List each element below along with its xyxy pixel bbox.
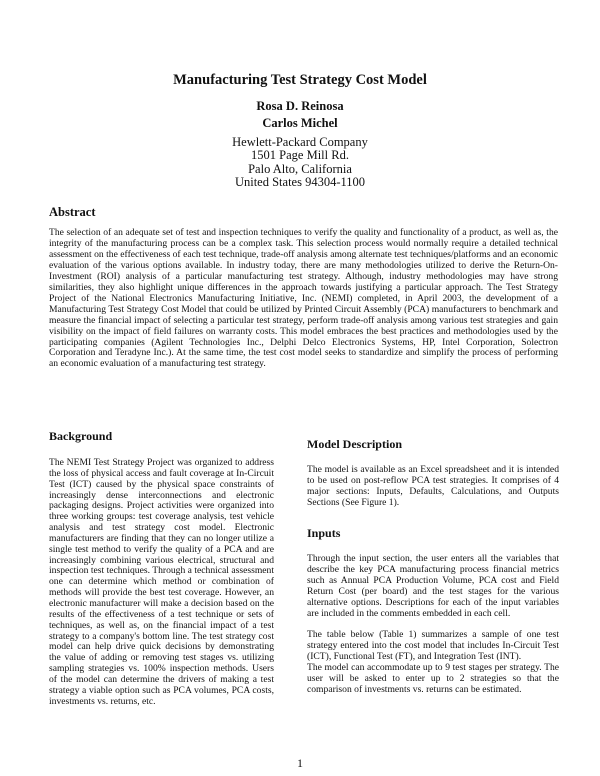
affiliation-block	[0, 136, 600, 190]
abstract-heading: Abstract	[49, 205, 96, 219]
inputs-paragraph: The table below (Table 1) summarizes a sample of one test strategy entered into the cost model that includes In-Circuit Test (ICT), Functional Test (FT), and Integration Test (INT).	[307, 629, 559, 663]
inputs-heading: Inputs	[307, 526, 341, 541]
right-column	[307, 437, 559, 696]
model-description-heading: Model Description	[307, 437, 402, 451]
section-spacer	[307, 508, 559, 526]
author-name: Rosa D. Reinosa	[256, 99, 344, 113]
affiliation-line: 1501 Page Mill Rd.	[251, 148, 349, 163]
background-text: The NEMI Test Strategy Project was organized to address the loss of physical access and fault coverage at In-Circuit Test (ICT) caused by the physical space constraints of increasingly dense interconnections and electronic packaging designs. Project activities were organized into three working groups: test coverage analysis, test vehicle analysis and test strategy cost model. Electronic manufacturers are finding that they can no longer utilize a single test method to verify the quality of a PCA and are increasingly combining various electrical, structural and inspection test techniques. Through a technical assessment one can determine which method or combination of methods will provide the best test coverage. However, an electronic manufacturer will make a decision based on the results of the effectiveness of a test technique or sets of techniques, as well as, on the financial impact of a test strategy to a company's bottom line. The test strategy cost model can help drive quick decisions by demonstrating the value of adding or removing test stages vs. utilizing sampling strategies vs. 100% inspection methods. Users of the model can determine the drivers of making a test strategy a viable option such as PCA volumes, PCA costs, investments vs. returns, etc.	[49, 457, 274, 707]
affiliation-line: United States 94304-1100	[234, 175, 366, 190]
inputs-paragraph: The model can accommodate up to 9 test stages per strategy. The user will be asked to enter up to 2 strategies so that the comparison of investments vs. returns can be estimated.	[307, 661, 559, 695]
paper-title: Manufacturing Test Strategy Cost Model	[173, 72, 427, 88]
model-description-text: The model is available as an Excel spreadsheet and it is intended to be used on post-reflow PCA test strategies. It comprises of 4 major sections: Inputs, Defaults, Calculations, and Outputs Sections (See Figure 1).	[307, 464, 559, 508]
author-list	[0, 98, 600, 132]
page-number: 1	[297, 756, 303, 770]
inputs-paragraph: Through the input section, the user enters all the variables that describe the key PCA manufacturing process financial metrics such as Annual PCA Production Volume, PCA cost and Field Return Cost (per board) and the test stages for the various alternative options. Descriptions for each of the input variables are included in the comments embedded in each cell.	[307, 553, 559, 619]
background-heading: Background	[49, 429, 113, 443]
affiliation-line: Palo Alto, California	[248, 161, 352, 176]
left-column	[49, 429, 274, 707]
author-name: Carlos Michel	[262, 116, 338, 130]
affiliation-line: Hewlett-Packard Company	[232, 135, 368, 149]
abstract-text: The selection of an adequate set of test and inspection techniques to verify the quality and functionality of a product, as well as, the integrity of the manufacturing process can be a complex task. This selection process would normally require a detailed technical assessment on the effectiveness of each test technique, trade-off analysis among alternate test techniques/platforms and an economic evaluation of the various options available. In industry today, there are many methodologies utilized to derive the Return-On-Investment (ROI) analysis of a particular manufacturing test strategy. Although, industry methodologies may have strong similarities, they also highlight unique differences in the approach towards justifying a particular approach. The Test Strategy Project of the National Electronics Manufacturing Initiative, Inc. (NEMI) completed, in April 2003, the development of a Manufacturing Test Strategy Cost Model that could be utilized by Printed Circuit Assembly (PCA) manufacturers to benchmark and measure the financial impact of selecting a particular test strategy, perform trade-off analysis among various test strategies and gain visibility on the impact of field failures on warranty costs. This model embraces the best practices and methodologies used by the participating companies (Agilent Technologies Inc., Delphi Delco Electronics Systems, HP, Intel Corporation, Solectron Corporation and Teradyne Inc.). At the same time, the test cost model seeks to standardize and simplify the process of performing an economic evaluation of a manufacturing test strategy.	[49, 227, 558, 370]
